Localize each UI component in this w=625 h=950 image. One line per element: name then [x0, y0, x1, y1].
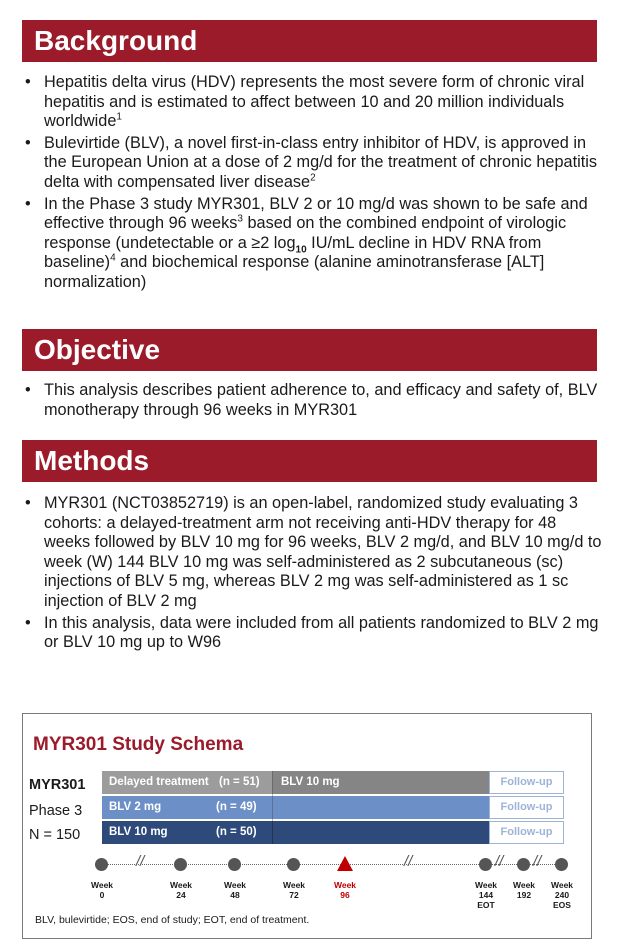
timeline-dot-week-24 — [174, 858, 187, 871]
week-label-96: Week 96 — [333, 880, 357, 900]
timeline-dot-week-144 — [479, 858, 492, 871]
delayed-blv10-segment — [272, 771, 489, 794]
methods-bullet-1: • MYR301 (NCT03852719) is an open-label, randomized study evaluating 3 cohorts: a delayed-treatment arm not receiving anti-HDV therapy for 48 weeks followed by BLV 10 mg for 96 weeks, BLV 2 mg/d, and BLV 10 mg/d to week (W) 144 BLV 10 mg was self-administered as 2 subcutaneous (sc) injections of BLV 5 mg, whereas BLV 2 mg was self-administered as 1 sc injection of BLV 2 mg — [22, 494, 604, 612]
schema-row-blv10 — [102, 821, 489, 844]
schema-study-label: MYR301 — [29, 777, 86, 793]
timeline-break-1: // — [136, 853, 145, 870]
background-bullet-1: • Hepatitis delta virus (HDV) represents the most severe form of chronic viral hepatitis and is estimated to affect between 10 and 20 million individuals worldwide$^1$ — [22, 73, 604, 132]
week-label-144: Week 144 EOT — [474, 880, 498, 910]
timeline-dot-week-240 — [555, 858, 568, 871]
followup-row-3: Follow-up — [489, 821, 564, 844]
timeline-marker-week-96 — [337, 856, 353, 871]
methods-bullet-2: • In this analysis, data were included from all patients randomized to BLV 2 mg or BLV 10 mg up to W96 — [22, 614, 604, 653]
methods-list — [22, 494, 604, 655]
background-heading: Background — [22, 20, 597, 62]
followup-row-1: Follow-up — [489, 771, 564, 794]
background-list — [22, 73, 604, 295]
background-bullet-3: • In the Phase 3 study MYR301, BLV 2 or 10 mg/d was shown to be safe and effective through 96 weeks$^3$ based on the combined endpoint of virologic response (undetectable or a ≥2 $\log_{10} IU/mL$ decline in HDV RNA from baseline)$^4$ and biochemical response (alanine aminotransferase [ALT] normalization) — [22, 195, 604, 293]
study-schema-box — [22, 713, 592, 939]
blv10-label: BLV 10 mg — [109, 826, 168, 838]
week-label-192: Week 192 — [512, 880, 536, 900]
week-label-72: Week 72 — [282, 880, 306, 900]
timeline-break-3: // — [495, 853, 504, 870]
objective-list — [22, 381, 604, 422]
schema-footnote: BLV, bulevirtide; EOS, end of study; EOT, end of treatment. — [35, 914, 310, 926]
delayed-blv10-label: BLV 10 mg — [281, 776, 340, 788]
schema-title: MYR301 Study Schema — [33, 734, 244, 755]
week-label-48: Week 48 — [223, 880, 247, 900]
schema-n-label: N = 150 — [29, 827, 81, 843]
blv10-n-label: (n = 50) — [216, 826, 257, 838]
followup-row-2: Follow-up — [489, 796, 564, 819]
timeline-dot-week-72 — [287, 858, 300, 871]
blv2-label: BLV 2 mg — [109, 801, 162, 813]
week-label-240: Week 240 EOS — [550, 880, 574, 910]
timeline-dot-week-48 — [228, 858, 241, 871]
timeline-break-2: // — [404, 853, 413, 870]
week-label-0: Week 0 — [90, 880, 114, 900]
week-label-24: Week 24 — [169, 880, 193, 900]
background-bullet-2: • Bulevirtide (BLV), a novel first-in-class entry inhibitor of HDV, is approved in the European Union at a dose of 2 mg/d for the treatment of chronic hepatitis delta with compensated liver disease$^2$ — [22, 134, 604, 193]
schema-phase-label: Phase 3 — [29, 803, 83, 819]
schema-row-blv2 — [102, 796, 489, 819]
timeline-dot-week-192 — [517, 858, 530, 871]
delayed-treatment-segment — [102, 771, 272, 794]
blv2-n-label: (n = 49) — [216, 801, 257, 813]
objective-heading: Objective — [22, 329, 597, 371]
schema-row-delayed — [102, 771, 489, 794]
delayed-treatment-label: Delayed treatment — [109, 776, 209, 788]
objective-bullet-1: • This analysis describes patient adherence to, and efficacy and safety of, BLV monotherapy through 96 weeks in MYR301 — [22, 381, 604, 420]
methods-heading: Methods — [22, 440, 597, 482]
timeline-break-4: // — [533, 853, 542, 870]
delayed-n-label: (n = 51) — [219, 776, 260, 788]
timeline-dot-week-0 — [95, 858, 108, 871]
